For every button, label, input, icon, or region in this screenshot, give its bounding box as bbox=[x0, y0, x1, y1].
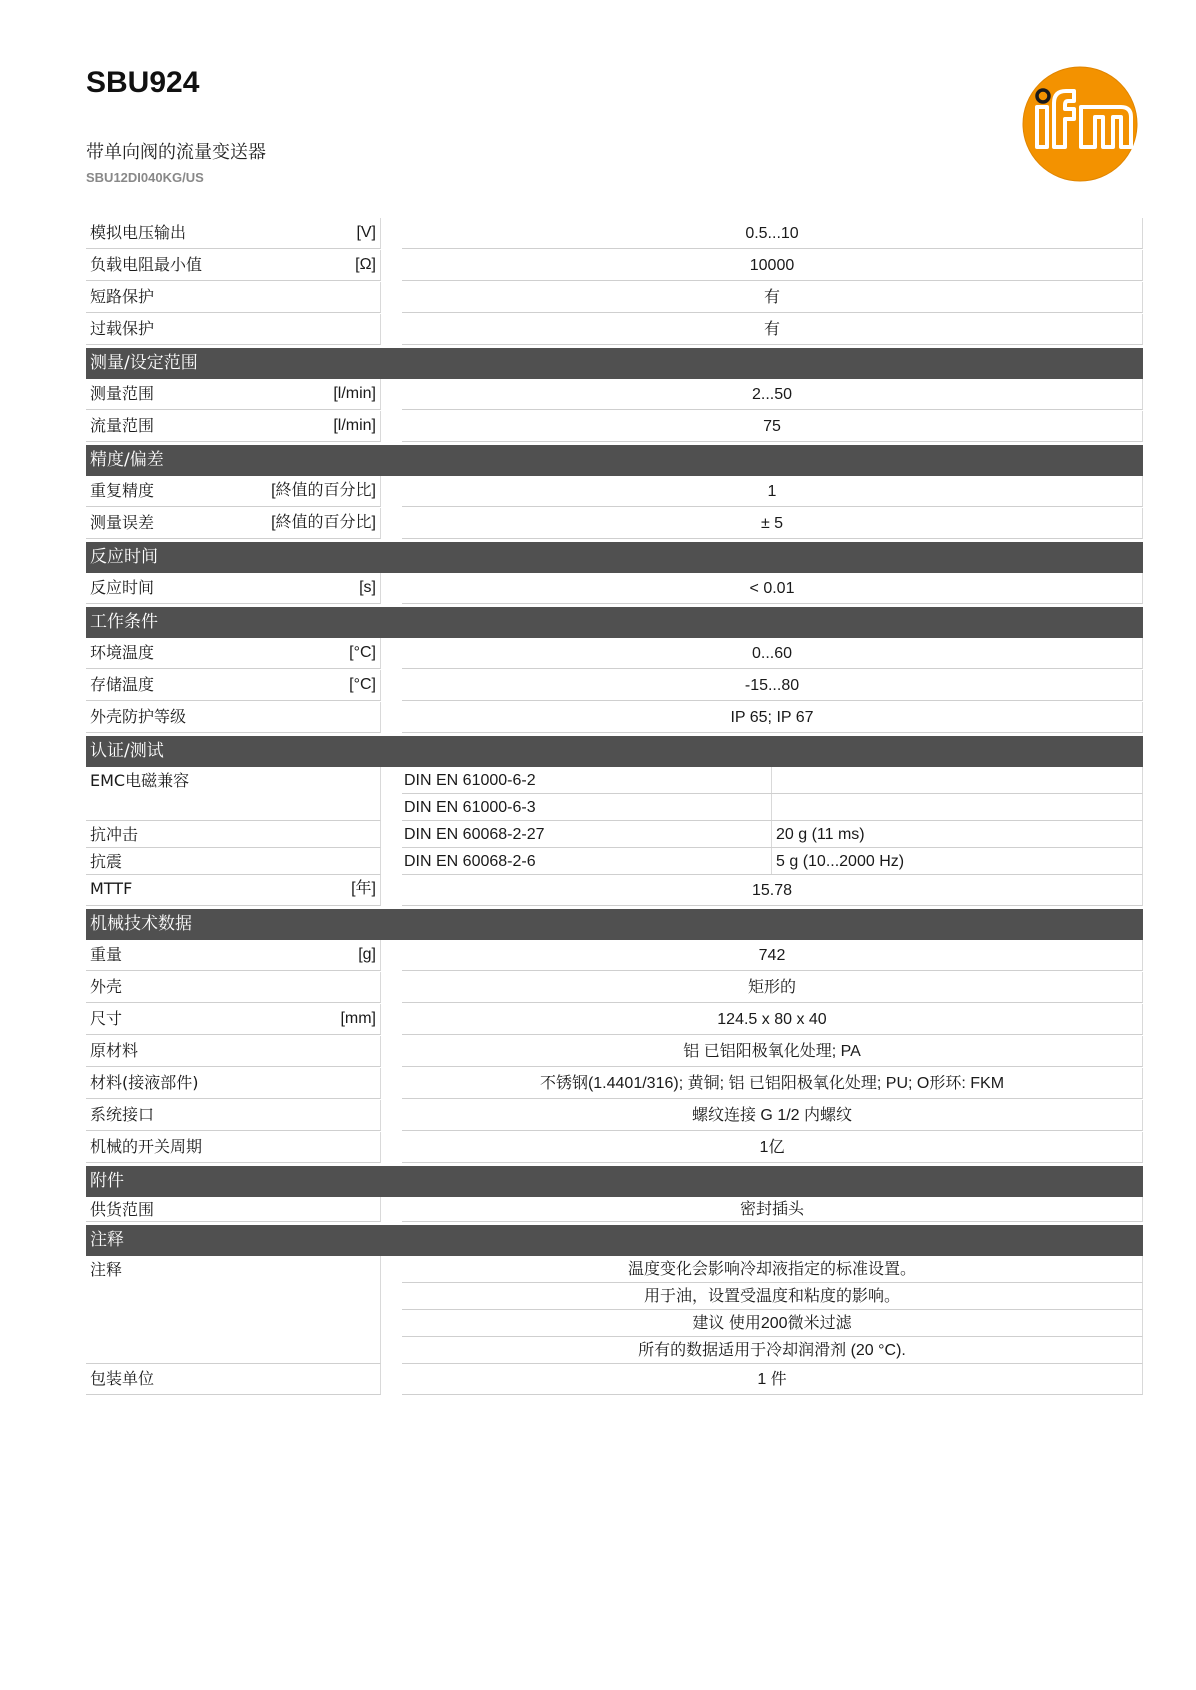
row-label: 短路保护 bbox=[90, 287, 155, 306]
row-label-cell bbox=[86, 848, 381, 875]
table-row bbox=[86, 282, 1143, 313]
table-row bbox=[86, 1197, 1143, 1222]
row-value: 密封插头 bbox=[402, 1197, 1143, 1222]
row-label: 注释 bbox=[90, 1260, 123, 1279]
row-label-cell bbox=[86, 1132, 381, 1163]
row-value: 124.5 x 80 x 40 bbox=[402, 1004, 1143, 1035]
row-label: 重复精度 bbox=[90, 481, 155, 500]
row-label-cell bbox=[86, 1256, 381, 1364]
row-unit: [l/min] bbox=[333, 385, 376, 402]
row-value: 1 件 bbox=[402, 1364, 1143, 1395]
row-value: 15.78 bbox=[402, 875, 1143, 906]
section-header-accuracy: 精度/偏差 bbox=[86, 445, 1143, 476]
section-header-range: 测量/设定范围 bbox=[86, 348, 1143, 379]
table-row bbox=[86, 638, 1143, 669]
row-label: 外壳 bbox=[90, 977, 123, 996]
section-header-conditions: 工作条件 bbox=[86, 607, 1143, 638]
row-label-cell bbox=[86, 1197, 381, 1222]
row-label: 原材料 bbox=[90, 1041, 139, 1060]
row-unit: [°C] bbox=[349, 644, 376, 661]
row-label-cell bbox=[86, 1100, 381, 1131]
row-value: 螺纹连接 G 1/2 内螺纹 bbox=[402, 1100, 1143, 1131]
table-row bbox=[86, 411, 1143, 442]
table-row bbox=[86, 250, 1143, 281]
row-value: 0...60 bbox=[402, 638, 1143, 669]
row-label: 流量范围 bbox=[90, 416, 155, 435]
vibration-value: 5 g (10...2000 Hz) bbox=[776, 853, 905, 870]
row-label-cell bbox=[86, 573, 381, 604]
row-label-cell bbox=[86, 379, 381, 410]
row-label: 系统接口 bbox=[90, 1105, 155, 1124]
row-label: 抗震 bbox=[90, 852, 123, 871]
row-value: 有 bbox=[402, 314, 1143, 345]
table-row bbox=[86, 1004, 1143, 1035]
section-header-notes: 注释 bbox=[86, 1225, 1143, 1256]
vibration-norm: DIN EN 60068-2-6 bbox=[402, 848, 772, 874]
row-unit: [終值的百分比] bbox=[271, 514, 376, 531]
row-value: 1 bbox=[402, 476, 1143, 507]
shock-value: 20 g (11 ms) bbox=[776, 826, 865, 843]
row-value: ± 5 bbox=[402, 508, 1143, 539]
row-label-cell bbox=[86, 702, 381, 733]
row-unit: [g] bbox=[358, 946, 376, 963]
row-label: 供货范围 bbox=[90, 1200, 155, 1219]
row-value: 不锈钢(1.4401/316); 黄铜; 铝 已铝阳极氧化处理; PU; O形环: FKM bbox=[402, 1068, 1143, 1099]
row-label-cell bbox=[86, 821, 381, 848]
row-value: 10000 bbox=[402, 250, 1143, 281]
row-label: 外壳防护等级 bbox=[90, 707, 187, 726]
row-value: 铝 已铝阳极氧化处理; PA bbox=[402, 1036, 1143, 1067]
emc-standard-1: DIN EN 61000-6-2 bbox=[402, 767, 772, 793]
emc-values bbox=[402, 767, 1143, 821]
row-value: 有 bbox=[402, 282, 1143, 313]
row-label: 过载保护 bbox=[90, 319, 155, 338]
row-unit: [l/min] bbox=[333, 417, 376, 434]
row-label: 抗冲击 bbox=[90, 825, 139, 844]
row-label-cell bbox=[86, 1068, 381, 1099]
table-row bbox=[86, 1100, 1143, 1131]
ifm-logo bbox=[1021, 65, 1139, 183]
row-unit: [mm] bbox=[340, 1010, 376, 1027]
table-row-emc bbox=[86, 767, 1143, 821]
row-label: 包装单位 bbox=[90, 1369, 155, 1388]
table-row bbox=[86, 508, 1143, 539]
table-row bbox=[86, 476, 1143, 507]
row-label-cell bbox=[86, 670, 381, 701]
row-label: 尺寸 bbox=[90, 1009, 123, 1028]
table-row bbox=[86, 1132, 1143, 1163]
table-row bbox=[86, 379, 1143, 410]
section-header-accessories: 附件 bbox=[86, 1166, 1143, 1197]
table-row-notes bbox=[86, 1256, 1143, 1364]
table-row bbox=[86, 1036, 1143, 1067]
product-code: SBU924 bbox=[86, 66, 200, 99]
row-value: IP 65; IP 67 bbox=[402, 702, 1143, 733]
row-value: 75 bbox=[402, 411, 1143, 442]
row-label: 测量范围 bbox=[90, 384, 155, 403]
section-header-mechanical: 机械技术数据 bbox=[86, 909, 1143, 940]
row-label-cell bbox=[86, 218, 381, 249]
row-label-cell bbox=[86, 508, 381, 539]
table-row bbox=[86, 1068, 1143, 1099]
row-value: 2...50 bbox=[402, 379, 1143, 410]
table-row bbox=[86, 670, 1143, 701]
row-label: 环境温度 bbox=[90, 643, 155, 662]
row-unit: [終值的百分比] bbox=[271, 482, 376, 499]
row-label: 测量误差 bbox=[90, 513, 155, 532]
table-row-shock bbox=[86, 821, 1143, 848]
product-name: 带单向阀的流量变送器 bbox=[86, 142, 266, 163]
table-row-mttf bbox=[86, 875, 1143, 906]
row-unit: [s] bbox=[359, 579, 376, 596]
table-row bbox=[86, 972, 1143, 1003]
row-label-cell bbox=[86, 940, 381, 971]
row-label: 材料(接液部件) bbox=[90, 1073, 199, 1092]
note-item: 温度变化会影响冷却液指定的标准设置。 bbox=[402, 1256, 1143, 1283]
row-label-cell bbox=[86, 250, 381, 281]
row-value: 矩形的 bbox=[402, 972, 1143, 1003]
table-row-packaging bbox=[86, 1364, 1143, 1395]
row-label-cell bbox=[86, 411, 381, 442]
note-item: 所有的数据适用于冷却润滑剂 (20 °C). bbox=[402, 1337, 1143, 1364]
row-label-cell bbox=[86, 476, 381, 507]
table-row bbox=[86, 314, 1143, 345]
row-unit: [V] bbox=[356, 224, 376, 241]
row-unit: [°C] bbox=[349, 676, 376, 693]
row-value: < 0.01 bbox=[402, 573, 1143, 604]
row-label: 负载电阻最小值 bbox=[90, 255, 203, 274]
row-value: 0.5...10 bbox=[402, 218, 1143, 249]
article-number: SBU12DI040KG/US bbox=[86, 170, 204, 185]
table-row bbox=[86, 702, 1143, 733]
note-item: 建议 使用200微米过滤 bbox=[402, 1310, 1143, 1337]
row-label-cell bbox=[86, 767, 381, 821]
row-label-cell bbox=[86, 638, 381, 669]
row-label-cell bbox=[86, 972, 381, 1003]
row-label: 重量 bbox=[90, 945, 123, 964]
section-header-tests: 认证/测试 bbox=[86, 736, 1143, 767]
row-label: EMC电磁兼容 bbox=[90, 771, 190, 790]
row-value: 742 bbox=[402, 940, 1143, 971]
table-row bbox=[86, 573, 1143, 604]
row-label: 存储温度 bbox=[90, 675, 155, 694]
table-row bbox=[86, 218, 1143, 249]
note-item: 用于油，设置受温度和粘度的影响。 bbox=[402, 1283, 1143, 1310]
row-label-cell bbox=[86, 314, 381, 345]
row-unit: [Ω] bbox=[355, 256, 376, 273]
row-label: MTTF bbox=[90, 879, 133, 898]
row-label-cell bbox=[86, 1004, 381, 1035]
emc-standard-2: DIN EN 61000-6-3 bbox=[402, 794, 772, 820]
row-label-cell bbox=[86, 1036, 381, 1067]
row-label-cell bbox=[86, 875, 381, 906]
shock-norm: DIN EN 60068-2-27 bbox=[402, 821, 772, 847]
row-label-cell bbox=[86, 1364, 381, 1395]
table-row-vibration bbox=[86, 848, 1143, 875]
spec-table bbox=[86, 218, 1143, 1396]
row-unit: [年] bbox=[351, 880, 376, 897]
row-label: 反应时间 bbox=[90, 578, 155, 597]
row-value: 1亿 bbox=[402, 1132, 1143, 1163]
row-label: 模拟电压输出 bbox=[90, 223, 187, 242]
header bbox=[86, 62, 1146, 202]
notes-list bbox=[402, 1256, 1143, 1364]
section-header-response: 反应时间 bbox=[86, 542, 1143, 573]
table-row bbox=[86, 940, 1143, 971]
row-value: -15...80 bbox=[402, 670, 1143, 701]
row-label: 机械的开关周期 bbox=[90, 1137, 203, 1156]
row-label-cell bbox=[86, 282, 381, 313]
